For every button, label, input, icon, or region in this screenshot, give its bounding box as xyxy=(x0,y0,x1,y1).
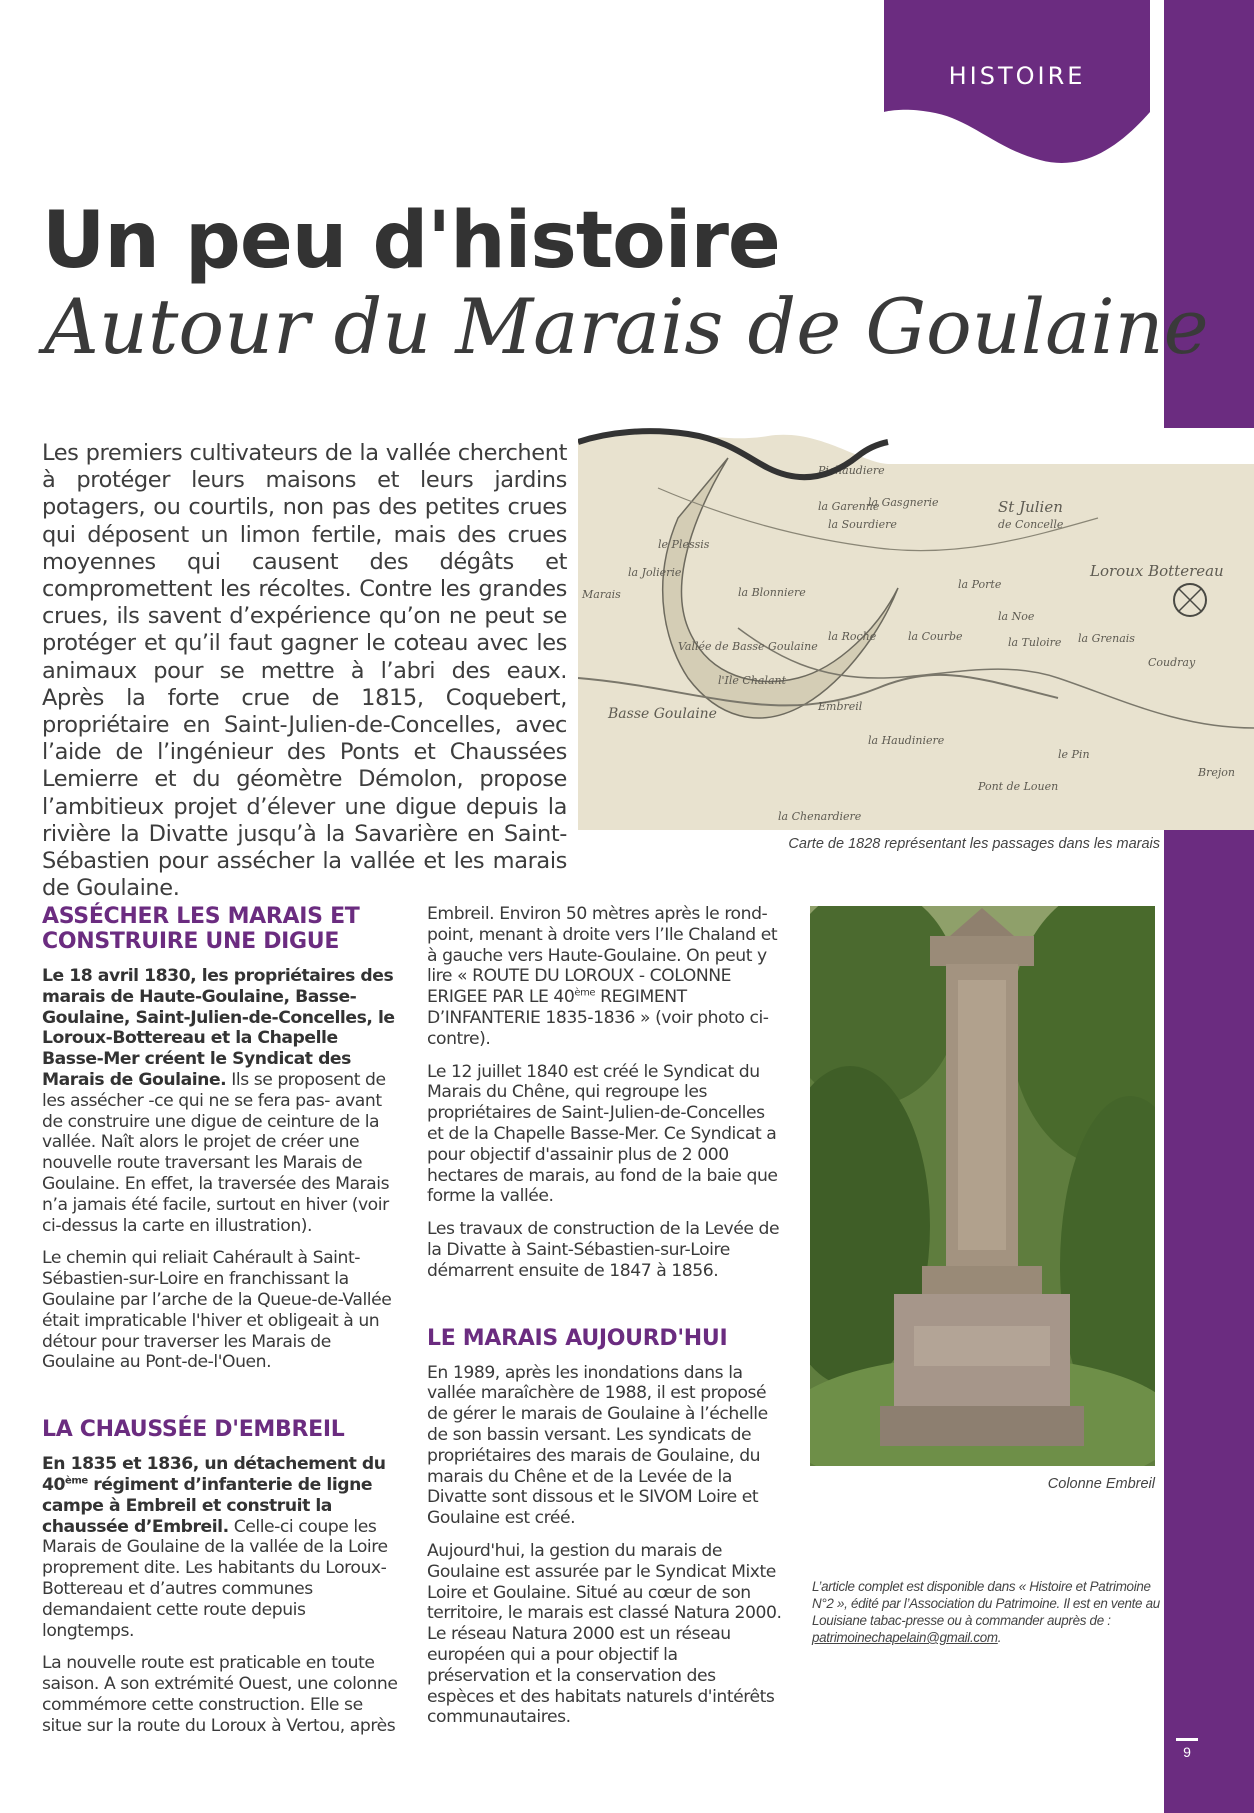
side-bar xyxy=(1164,0,1254,1813)
section-heading-embreil: LA CHAUSSÉE D'EMBREIL xyxy=(42,1417,345,1443)
map-label: Marais xyxy=(582,588,621,601)
colonne-embreil-photo xyxy=(810,906,1155,1466)
page-number-dash xyxy=(1176,1738,1198,1741)
paragraph-text: Celle-ci coupe les Marais de Goulaine de la vallée de la Loire proprement dite. Les habitants du Loroux-Bottereau et d’autres communes demandaient cette route depuis longtemps. xyxy=(42,1516,388,1641)
column-2 xyxy=(427,904,783,1740)
paragraph: La nouvelle route est praticable en toute saison. A son extrémité Ouest, une colonne commémore cette construction. Elle se situe sur la route du Loroux à Vertou, après xyxy=(42,1653,398,1736)
map-label: la Grenais xyxy=(1078,632,1135,645)
paragraph: Aujourd'hui, la gestion du marais de Goulaine est assurée par le Syndicat Mixte Loire et Goulaine. Situé au cœur de son territoire, le marais est classé Natura 2000. Le réseau Natura 2000 est un réseau européen qui a pour objectif la préservation et la conservation des espèces et des habitats naturels d'intérêts communautaires. xyxy=(427,1540,782,1728)
map-label: Embreil xyxy=(818,700,863,713)
map-label: l'Ile Chalant xyxy=(718,674,787,687)
map-label: la Roche xyxy=(828,630,877,643)
section-heading-dry-marshes: ASSÉCHER LES MARAIS ET CONSTRUIRE UNE DIGUE xyxy=(42,904,360,954)
note-text: L’article complet est disponible dans « Histoire et Patrimoine N°2 », édité par l’Association du Patrimoine. Il est en vente au Louisiane tabac-presse ou à commander auprès de : xyxy=(812,1579,1160,1628)
map-label: le Pin xyxy=(1058,748,1090,761)
intro-paragraph: Les premiers cultivateurs de la vallée cherchent à protéger leurs maisons et leurs jardins potagers, ou courtils, non pas des petites crues qui déposent un limon fertile, mais des crues moyennes qui causent des dégâts et compromettent les récoltes. Contre les grandes crues, ils savent d’expérience qu’on ne peut se protéger et qu’il faut gagner le coteau avec les animaux pour se mettre à l’abri des eaux. Après la forte crue de 1815, Coquebert, propriétaire en Saint-Julien-de-Concelles, avec l’aide de l’ingénieur des Ponts et Chaussées Lemierre et du géomètre Démolon, propose l’ambitieux projet d’élever une digue depuis la rivière la Divatte jusqu’à la Savarière en Saint-Sébastien pour assécher la vallée et les marais de Goulaine. xyxy=(42,440,567,902)
map-label: Pont de Louen xyxy=(978,780,1059,793)
note-end: . xyxy=(997,1630,1002,1645)
bold-lead: Le 18 avril 1830, les propriétaires des marais de Haute-Goulaine, Basse-Goulaine, Saint-Julien-de-Concelles, le Loroux-Bottereau et la Chapelle Basse-Mer créent le Syndicat des Marais de Goulaine. xyxy=(42,966,395,1090)
map-label: la Sourdiere xyxy=(828,518,897,531)
column-1 xyxy=(42,904,398,1749)
map-label: la Courbe xyxy=(908,630,963,643)
superscript: ème xyxy=(574,987,596,999)
map-label: la Tuloire xyxy=(1008,636,1062,649)
map-label: Brejon xyxy=(1198,766,1235,779)
superscript: ème xyxy=(65,1475,88,1487)
email-link[interactable]: patrimoinechapelain@gmail.com xyxy=(812,1630,998,1645)
map-label: la Noe xyxy=(998,610,1035,623)
paragraph: Le 12 juillet 1840 est créé le Syndicat du Marais du Chêne, qui regroupe les propriétaires de Saint-Julien-de-Concelles et de la Chapelle Basse-Mer. Ce Syndicat a pour objectif d'assainir plus de 2 000 hectares de marais, au fond de la baie que forme la vallée. xyxy=(427,1061,778,1207)
map-label: Basse Goulaine xyxy=(608,706,717,722)
section-heading-marsh-today: LE MARAIS AUJOURD'HUI xyxy=(427,1325,728,1351)
section-tab xyxy=(884,0,1150,170)
map-label: la Chenardiere xyxy=(778,810,862,823)
paragraph-text: Ils se proposent de les assécher -ce qui ne se fera pas- avant de construire une digue de ceinture de la vallée. Naît alors le projet de créer une nouvelle route traversant les Marais de Goulaine. En effet, la traversée des Marais n’a jamais été facile, surtout en hiver (voir ci-dessus la carte en illustration). xyxy=(42,1069,390,1236)
map-label: la Porte xyxy=(958,578,1002,591)
map-label: St Julien xyxy=(998,498,1063,516)
section-tab-label: HISTOIRE xyxy=(948,62,1086,90)
page-title: Un peu d'histoire xyxy=(42,196,780,286)
map-label: Vallée de Basse Goulaine xyxy=(678,640,818,653)
bold-lead: régiment d’infanterie de ligne campe à Embreil et construit la chaussée d’Embreil. xyxy=(42,1474,373,1537)
paragraph: Les travaux de construction de la Levée de la Divatte à Saint-Sébastien-sur-Loire démarrent ensuite de 1847 à 1856. xyxy=(427,1219,780,1281)
map-label: de Concelle xyxy=(998,518,1064,531)
map-label: la Blonniere xyxy=(738,586,806,599)
article-note xyxy=(812,1578,1162,1646)
map-label: Loroux Bottereau xyxy=(1090,562,1224,580)
paragraph xyxy=(42,966,398,1236)
map-label: la Haudiniere xyxy=(868,734,945,747)
paragraph xyxy=(427,904,783,1050)
map-caption: Carte de 1828 représentant les passages dans les marais xyxy=(788,836,1160,852)
bold-lead: En 1835 et 1836, un détachement du 40 xyxy=(42,1454,386,1495)
paragraph: Le chemin qui reliait Cahérault à Saint-Sébastien-sur-Loire en franchissant la Goulaine par l’arche de la Queue-de-Vallée était impraticable l'hiver et obligeait à un détour pour traverser les Marais de Goulaine au Pont-de-l'Ouen. xyxy=(42,1248,392,1373)
photo-caption: Colonne Embreil xyxy=(1047,1476,1155,1492)
page-number: 9 xyxy=(1183,1744,1191,1760)
paragraph xyxy=(42,1454,398,1641)
map-label: la Jolierie xyxy=(628,566,682,579)
historic-map-image xyxy=(578,428,1254,830)
paragraph: En 1989, après les inondations dans la vallée maraîchère de 1988, il est proposé de gérer le marais de Goulaine à l’échelle de son bassin versant. Les syndicats de propriétaires des marais de Goulaine, du marais du Chêne et de la Levée de la Divatte sont dissous et le SIVOM Loire et Goulaine est créé. xyxy=(427,1362,768,1529)
map-label: la Garenne xyxy=(818,500,880,513)
map-label: Coudray xyxy=(1148,656,1196,669)
page-subtitle: Autour du Marais de Goulaine xyxy=(44,282,1209,371)
paragraph-text: REGIMENT D’INFANTERIE 1835-1836 » (voir photo ci-contre). xyxy=(427,987,769,1049)
map-label: la Gasgnerie xyxy=(868,496,939,509)
map-label: Pichaudiere xyxy=(818,464,885,477)
map-label: le Plessis xyxy=(658,538,710,551)
paragraph-text: Embreil. Environ 50 mètres après le rond-point, menant à droite vers l’Ile Chaland et à gauche vers Haute-Goulaine. On peut y lire « ROUTE DU LOROUX - COLONNE ERIGEE PAR LE 40 xyxy=(427,904,778,1008)
